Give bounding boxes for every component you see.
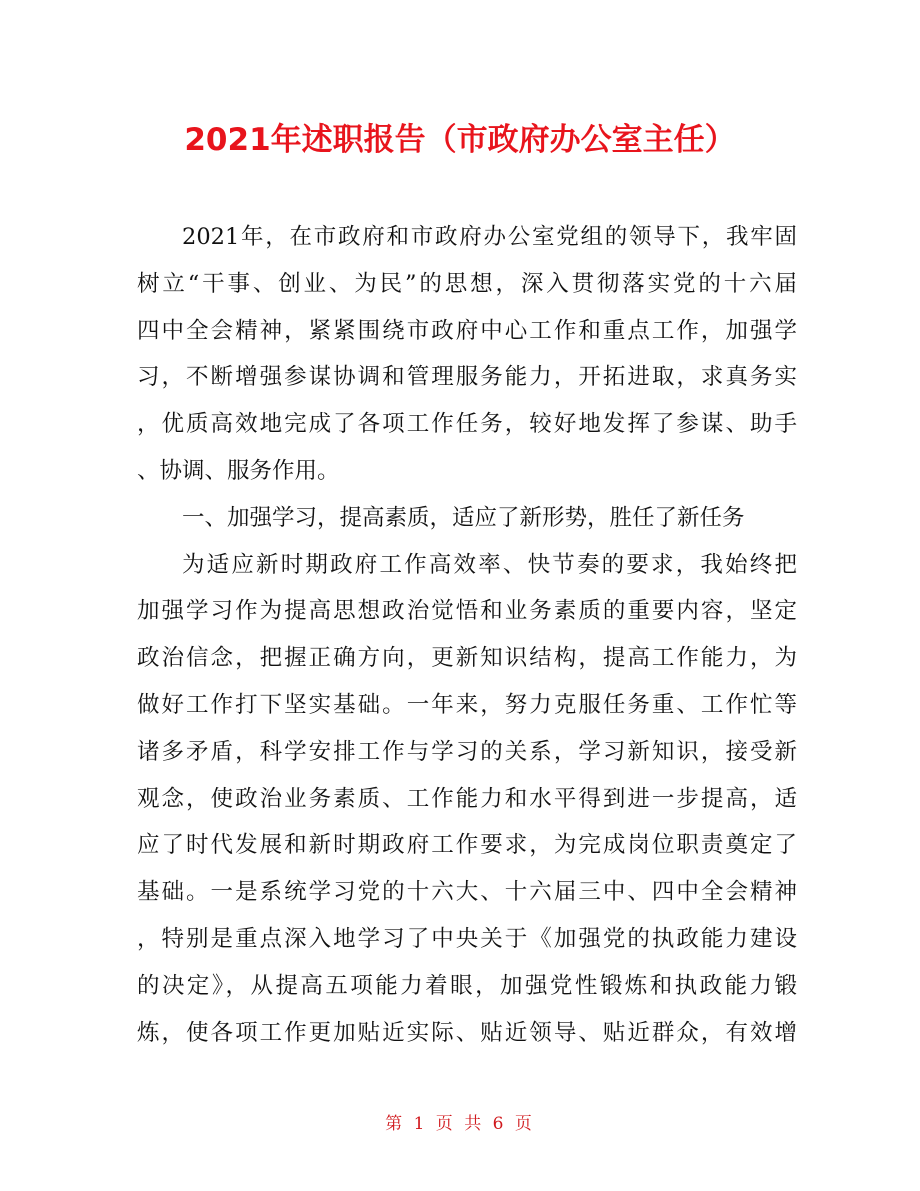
body-line: 炼，使各项工作更加贴近实际、贴近领导、贴近群众，有效增 xyxy=(137,1019,797,1046)
body-line: 观念，使政治业务素质、工作能力和水平得到进一步提高，适 xyxy=(137,785,797,812)
body-line: 2021年，在市政府和市政府办公室党组的领导下，我牢固 xyxy=(182,224,797,250)
page-indicator: 第 1 页 共 6 页 xyxy=(385,1114,535,1134)
document-title: 2021年述职报告（市政府办公室主任） xyxy=(184,122,736,158)
section-heading: 一、加强学习，提高素质，适应了新形势，胜任了新任务 xyxy=(182,504,745,531)
body-line: 为适应新时期政府工作高效率、快节奏的要求，我始终把 xyxy=(182,551,797,578)
body-line: ，特别是重点深入地学习了中央关于《加强党的执政能力建设 xyxy=(137,925,797,952)
document-body xyxy=(137,214,797,1056)
body-line: 、协调、服务作用。 xyxy=(137,457,340,484)
body-line: 的决定》，从提高五项能力着眼，加强党性锻炼和执政能力锻 xyxy=(137,972,797,999)
body-line: 加强学习作为提高思想政治觉悟和业务素质的重要内容，坚定 xyxy=(137,598,797,625)
body-line: 做好工作打下坚实基础。一年来，努力克服任务重、工作忙等 xyxy=(137,691,797,718)
body-line: 四中全会精神，紧紧围绕市政府中心工作和重点工作，加强学 xyxy=(137,317,797,344)
body-line: 树立“干事、创业、为民”的思想，深入贯彻落实党的十六届 xyxy=(137,270,797,297)
body-line: ，优质高效地完成了各项工作任务，较好地发挥了参谋、助手 xyxy=(137,411,797,438)
body-line: 习，不断增强参谋协调和管理服务能力，开拓进取，求真务实 xyxy=(137,364,797,391)
body-line: 政治信念，把握正确方向，更新知识结构，提高工作能力，为 xyxy=(137,645,797,672)
body-line: 应了时代发展和新时期政府工作要求，为完成岗位职责奠定了 xyxy=(137,832,797,859)
body-line: 基础。一是系统学习党的十六大、十六届三中、四中全会精神 xyxy=(137,879,797,906)
body-line: 诸多矛盾，科学安排工作与学习的关系，学习新知识，接受新 xyxy=(137,738,797,765)
